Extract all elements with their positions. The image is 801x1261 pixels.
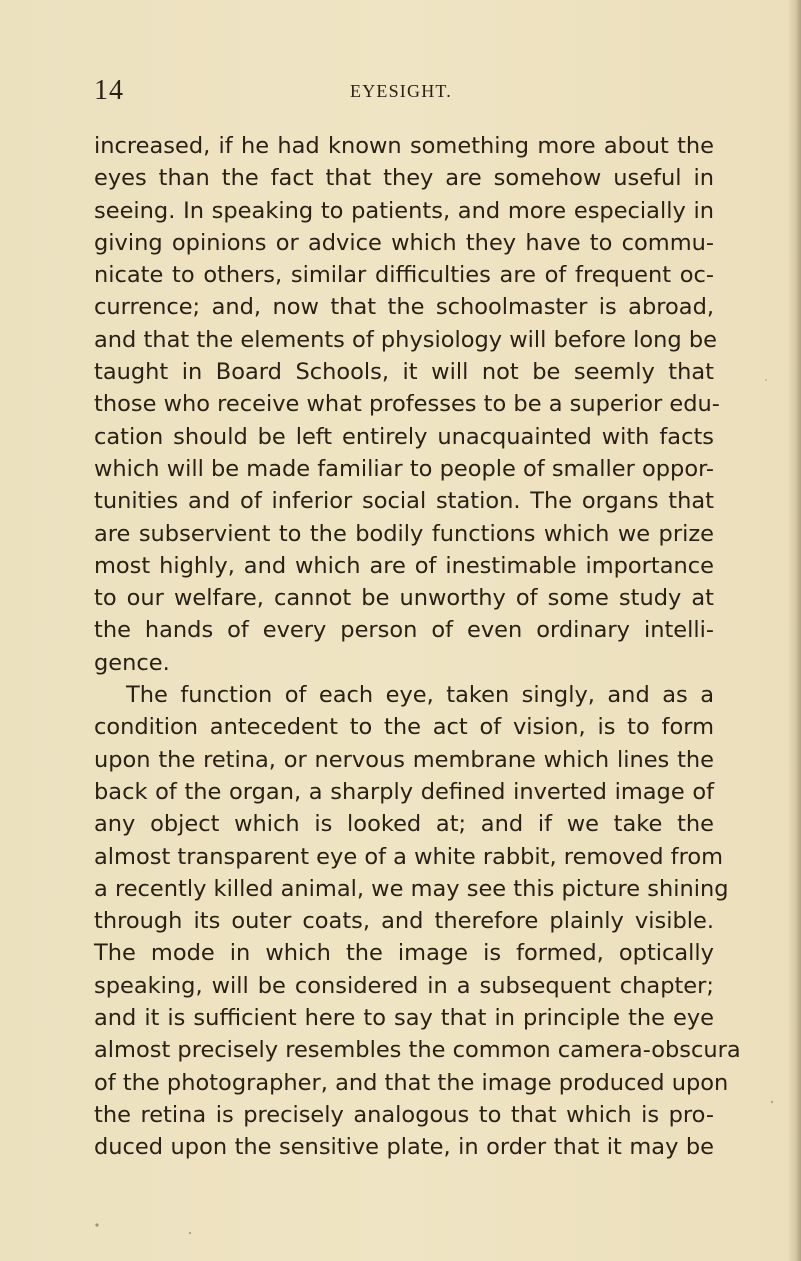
body-text	[94, 130, 741, 1164]
text-line: any object which is looked at; and if we take the	[94, 811, 714, 838]
text-line: nicate to others, similar difficulties are of frequent oc-	[94, 262, 714, 289]
text-line: which will be made familiar to people of smaller oppor-	[94, 455, 715, 482]
text-line: are subservient to the bodily functions which we prize	[94, 520, 714, 547]
text-line: and that the elements of physiology will before long be	[94, 326, 717, 353]
text-line: increased, if he had known something more about the	[94, 133, 714, 159]
text-line: the retina is precisely analogous to that which is pro-	[94, 1101, 714, 1128]
text-line: giving opinions or advice which they have to commu-	[94, 229, 714, 256]
text-line: and it is sufficient here to say that in principle the eye	[94, 1005, 714, 1032]
page-header	[94, 76, 714, 106]
text-line: those who receive what professes to be a superior edu-	[94, 391, 720, 418]
text-line: the hands of every person of even ordinary intelli-	[94, 617, 714, 644]
page-edge-shadow	[787, 0, 801, 1261]
page-number: 14	[94, 75, 124, 106]
text-line-paragraph-end: gence.	[94, 649, 170, 676]
text-line: tunities and of inferior social station. The organs that	[94, 488, 714, 515]
text-line: through its outer coats, and therefore plainly visible.	[94, 908, 714, 935]
running-head: EYESIGHT.	[350, 81, 452, 101]
text-line: speaking, will be considered in a subsequent chapter;	[94, 972, 714, 999]
text-line: The mode in which the image is formed, optically	[94, 940, 714, 967]
text-line-paragraph-start: The function of each eye, taken singly, and as a	[126, 682, 714, 709]
text-line: almost transparent eye of a white rabbit, removed from	[94, 843, 724, 870]
text-line: upon the retina, or nervous membrane which lines the	[94, 746, 714, 773]
text-line: almost precisely resembles the common camera-obscura	[94, 1037, 741, 1064]
text-line: seeing. In speaking to patients, and more especially in	[94, 197, 714, 224]
text-line: eyes than the fact that they are somehow useful in	[94, 165, 714, 192]
text-line: to our welfare, cannot be unworthy of some study at	[94, 585, 714, 612]
text-line: a recently killed animal, we may see this picture shining	[94, 875, 729, 902]
text-line: cation should be left entirely unacquainted with facts	[94, 423, 714, 450]
text-line: duced upon the sensitive plate, in order that it may be	[94, 1134, 714, 1161]
text-line: currence; and, now that the schoolmaster is abroad,	[94, 294, 714, 321]
text-line: back of the organ, a sharply defined inverted image of	[94, 778, 714, 805]
text-line: taught in Board Schools, it will not be seemly that	[94, 359, 714, 386]
text-line: condition antecedent to the act of vision, is to form	[94, 714, 714, 741]
text-line: of the photographer, and that the image produced upon	[94, 1069, 729, 1096]
text-line: most highly, and which are of inestimable importance	[94, 552, 714, 579]
